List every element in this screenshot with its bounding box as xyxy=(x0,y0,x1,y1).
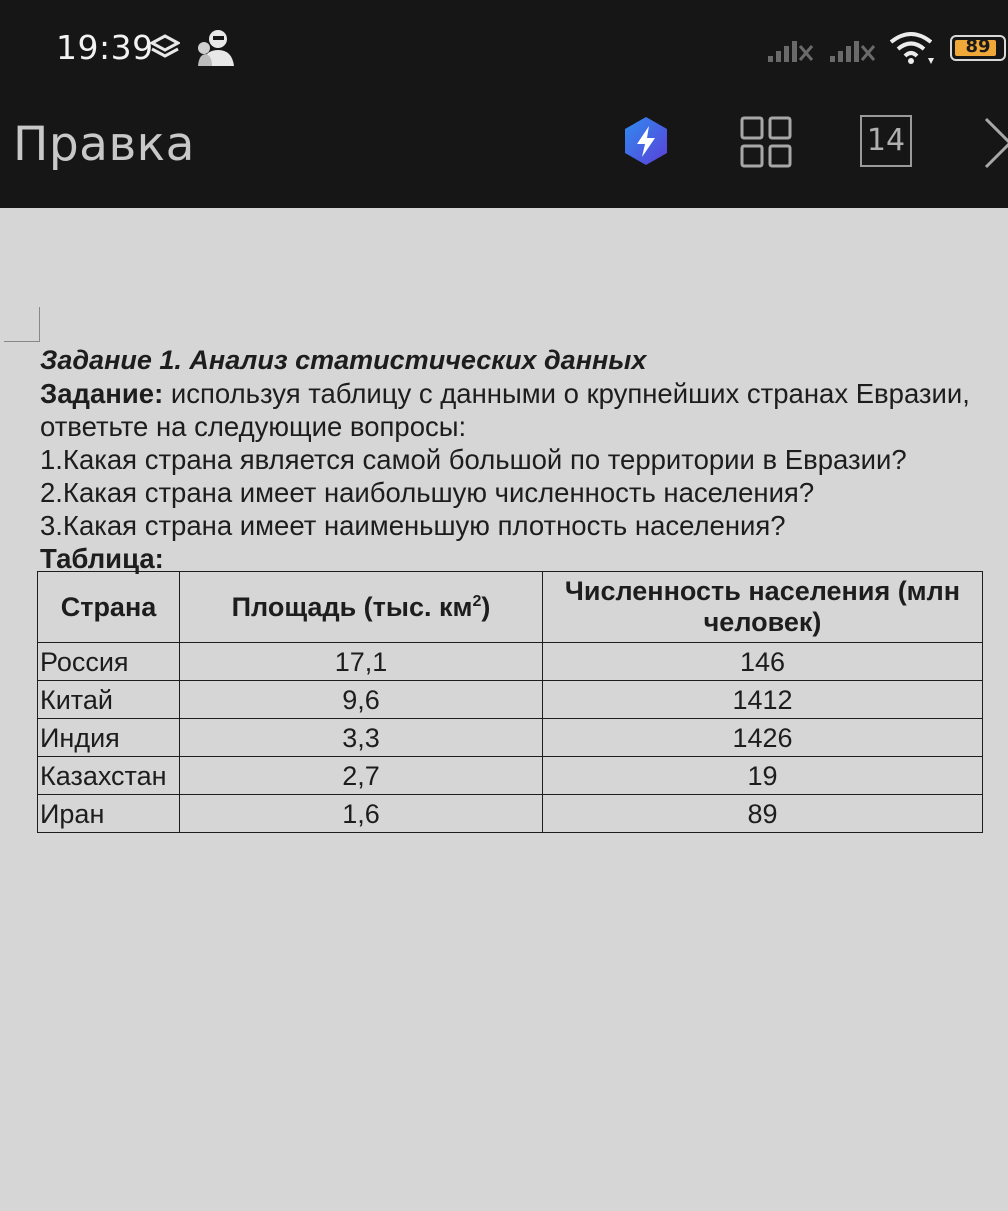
cell-country: Китай xyxy=(38,681,180,719)
battery-icon xyxy=(950,35,1006,61)
cell-country: Россия xyxy=(38,643,180,681)
signal-icon xyxy=(766,34,814,64)
cell-country: Казахстан xyxy=(38,757,180,795)
table-row xyxy=(38,757,983,795)
cell-area: 3,3 xyxy=(180,719,543,757)
question-2: 2.Какая страна имеет наибольшую численность населения? xyxy=(40,477,815,508)
header-area-sup: 2 xyxy=(472,592,482,610)
question-3: 3.Какая страна имеет наименьшую плотность населения? xyxy=(40,510,786,541)
cell-country: Индия xyxy=(38,719,180,757)
cell-population: 89 xyxy=(543,795,983,833)
cell-population: 1412 xyxy=(543,681,983,719)
task-text: используя таблицу с данными о крупнейших странах Евразии, xyxy=(163,378,970,409)
header-population xyxy=(543,572,983,643)
status-bar xyxy=(0,0,1008,95)
header-population-line1: Численность населения (млн xyxy=(564,576,961,606)
wifi-icon xyxy=(888,30,938,66)
header-area-text: Площадь (тыс. км xyxy=(231,591,473,622)
cell-population: 19 xyxy=(543,757,983,795)
table-header-row xyxy=(38,572,983,643)
table-label: Таблица: xyxy=(40,543,164,574)
toolbar-title[interactable]: Правка xyxy=(13,117,195,172)
table-row xyxy=(38,643,983,681)
document-text xyxy=(40,344,1008,575)
header-population-line2: человек) xyxy=(703,607,822,637)
layers-icon xyxy=(150,34,180,62)
table-row xyxy=(38,795,983,833)
cell-area: 1,6 xyxy=(180,795,543,833)
ai-bolt-icon xyxy=(620,115,672,167)
header-area-suffix: ) xyxy=(481,591,491,622)
avatar-icon xyxy=(194,26,236,66)
next-button[interactable] xyxy=(976,115,1008,171)
task-label: Задание: xyxy=(40,378,164,409)
status-time: 19:39 xyxy=(56,28,154,67)
pages-icon: 14 xyxy=(860,115,912,167)
document-page[interactable] xyxy=(0,208,1008,1211)
signal-icon xyxy=(828,34,876,64)
app-toolbar xyxy=(0,95,1008,208)
question-1: 1.Какая страна является самой большой по территории в Евразии? xyxy=(40,444,907,475)
ai-assistant-button[interactable] xyxy=(620,115,676,171)
cell-population: 1426 xyxy=(543,719,983,757)
cell-area: 2,7 xyxy=(180,757,543,795)
task-title: Задание 1. Анализ статистических данных xyxy=(40,345,647,375)
cell-population: 146 xyxy=(543,643,983,681)
countries-table xyxy=(37,571,983,833)
page-corner-mark xyxy=(4,307,40,342)
header-area xyxy=(180,572,543,643)
task-text-line2: ответьте на следующие вопросы: xyxy=(40,411,467,442)
task-intro xyxy=(40,377,1008,410)
cell-country: Иран xyxy=(38,795,180,833)
battery-level: 89 xyxy=(965,36,991,57)
grid-view-button[interactable] xyxy=(738,115,794,171)
pages-button[interactable] xyxy=(860,115,916,171)
header-country: Страна xyxy=(38,572,180,643)
table-row xyxy=(38,681,983,719)
table-row xyxy=(38,719,983,757)
chevron-right-icon xyxy=(976,115,1008,171)
cell-area: 9,6 xyxy=(180,681,543,719)
grid-icon xyxy=(738,115,794,171)
cell-area: 17,1 xyxy=(180,643,543,681)
